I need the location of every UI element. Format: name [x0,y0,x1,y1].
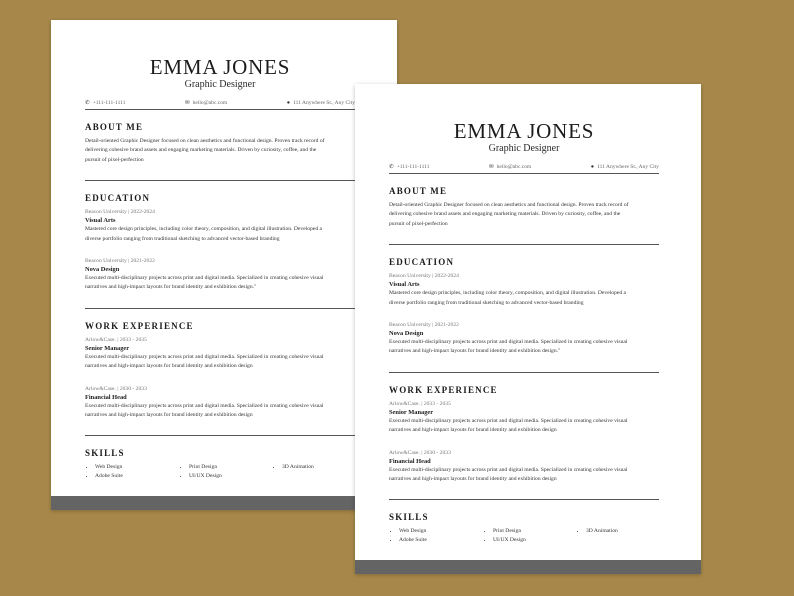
education-entry [85,208,355,244]
about-heading: ABOUT ME [85,122,144,132]
resume-name: EMMA JONES [149,55,291,79]
entry-meta: Arlow&Case. | 2030 - 2033 [389,449,451,456]
entry-title: Visual Arts [85,217,116,225]
section-divider [85,435,355,436]
address-text: 111 Anywhere St., Any City [293,100,355,106]
skill-item: • UI/UX Design [493,536,576,545]
experience-entry [85,336,355,372]
section-divider [389,372,659,373]
education-entry [85,257,355,293]
experience-entry [389,400,659,436]
entry-line: Executed multi-disciplinary projects across print and digital media. Specialized in creating cohesive visual [85,353,324,360]
location-pin-icon: ● [590,164,595,170]
phone-icon: ✆ [389,164,394,170]
entry-title: Senior Manager [389,408,434,416]
education-section [389,257,659,357]
skill-item: • Adobe Suite [95,472,179,481]
skill-item: • 3D Animation [282,463,314,472]
entry-line: narratives and high-impact layouts for brand identity and exhibition design." [85,284,257,291]
mail-icon: ✉ [489,164,494,170]
entry-line: narratives and high-impact layouts for brand identity and exhibition design [85,412,253,419]
about-line: Detail-oriented Graphic Designer focused on clean aesthetics and functional design. Proven track record of [389,202,629,208]
education-heading: EDUCATION [85,193,151,204]
entry-meta: Arlow&Case. | 2033 - 2035 [85,336,147,343]
entry-line: narratives and high-impact layouts for brand identity and exhibition design [389,476,557,483]
email-text: hello@abc.com [192,100,228,106]
entry-line: narratives and high-impact layouts for brand identity and exhibition design [389,427,557,434]
entry-meta: Beacon University | 2021-2022 [389,322,459,329]
skills-list [389,527,659,545]
email-text: hello@abc.com [496,164,532,170]
skills-column [85,463,179,481]
contact-address [591,164,659,170]
section-divider [85,180,355,181]
education-heading: EDUCATION [389,257,455,268]
entry-meta: Arlow&Case. | 2033 - 2035 [389,400,451,407]
experience-heading: WORK EXPERIENCE [389,384,498,395]
experience-section [389,385,659,485]
entry-line: Executed multi-disciplinary projects across print and digital media. Specialized in creating cohesive visual [389,466,628,473]
entry-meta: Arlow&Case. | 2030 - 2033 [85,385,147,392]
entry-title: Visual Arts [389,281,420,289]
skills-list [85,463,355,481]
about-section [389,186,659,229]
skill-item: • Web Design [399,527,483,536]
entry-title: Financial Head [389,457,431,465]
experience-entry [389,449,659,485]
page-footer-bar [355,560,701,574]
entry-line: Executed multi-disciplinary projects across print and digital media. Specialized in creating cohesive visual [389,417,628,424]
contact-phone [389,164,429,170]
skills-column [272,463,314,481]
phone-icon: ✆ [85,100,90,106]
skill-item: • Print Design [493,527,576,536]
skill-item: • UI/UX Design [189,472,272,481]
contact-bar [389,164,659,174]
resume-content [85,56,355,481]
page-footer-bar [51,496,397,510]
contact-email [489,164,531,170]
entry-line: Executed multi-disciplinary projects across print and digital media. Specialized in creating cohesive visual [85,275,324,282]
mail-icon: ✉ [185,100,190,106]
resume-name: EMMA JONES [453,119,595,143]
experience-entry [85,385,355,421]
experience-section [85,321,355,421]
about-line: pursuit of pixel-perfection [85,156,144,163]
location-pin-icon: ● [286,100,291,106]
entry-title: Nova Design [389,330,424,338]
skills-column [483,527,576,545]
skills-heading: SKILLS [389,512,429,523]
resume-title: Graphic Designer [488,143,560,154]
skills-section [389,512,659,545]
about-line: delivering cohesive brand assets and engaging marketing materials. Driven by curiosity, coffee, and the [85,147,317,154]
address-text: 111 Anywhere St., Any City [597,164,659,170]
resume-title: Graphic Designer [184,79,256,90]
contact-phone [85,100,125,106]
section-divider [85,308,355,309]
contact-email [185,100,227,106]
education-entry [389,272,659,308]
skill-item: • Adobe Suite [399,536,483,545]
skills-section [85,448,355,481]
contact-bar [85,100,355,110]
section-divider [389,244,659,245]
skills-column [389,527,483,545]
skill-item: • 3D Animation [586,527,618,536]
phone-text: +111-111-1111 [396,164,430,170]
about-section [85,122,355,165]
resume-page-front [355,84,701,574]
entry-line: diverse portfolio ranging from traditional sketching to advanced vector-based branding [389,299,584,306]
education-section [85,193,355,293]
entry-title: Nova Design [85,266,120,274]
entry-line: Mastered core design principles, including color theory, composition, and digital illustration. Developed a [389,290,627,297]
contact-address [287,100,355,106]
about-line: pursuit of pixel-perfection [389,220,448,227]
skills-column [179,463,272,481]
entry-line: diverse portfolio ranging from traditional sketching to advanced vector-based branding [85,235,280,242]
about-line: delivering cohesive brand assets and engaging marketing materials. Driven by curiosity, coffee, and the [389,211,621,218]
entry-line: Mastered core design principles, including color theory, composition, and digital illustration. Developed a [85,226,323,233]
education-entry [389,321,659,357]
phone-text: +111-111-1111 [92,100,126,106]
section-divider [389,499,659,500]
entry-line: narratives and high-impact layouts for brand identity and exhibition design [85,363,253,370]
entry-title: Financial Head [85,393,127,401]
entry-line: Executed multi-disciplinary projects across print and digital media. Specialized in creating cohesive visual [85,402,324,409]
entry-meta: Beacon University | 2022-2024 [389,273,459,280]
entry-line: narratives and high-impact layouts for brand identity and exhibition design." [389,348,561,355]
entry-meta: Beacon University | 2022-2024 [85,209,155,216]
skill-item: • Web Design [95,463,179,472]
entry-meta: Beacon University | 2021-2022 [85,258,155,265]
entry-line: Executed multi-disciplinary projects across print and digital media. Specialized in creating cohesive visual [389,339,628,346]
skill-item: • Print Design [189,463,272,472]
experience-heading: WORK EXPERIENCE [85,320,194,331]
about-heading: ABOUT ME [389,186,448,196]
skills-column [576,527,618,545]
about-line: Detail-oriented Graphic Designer focused on clean aesthetics and functional design. Proven track record of [85,138,325,144]
resume-page-back [51,20,397,510]
skills-heading: SKILLS [85,448,125,459]
resume-content [389,120,659,545]
entry-title: Senior Manager [85,344,130,352]
